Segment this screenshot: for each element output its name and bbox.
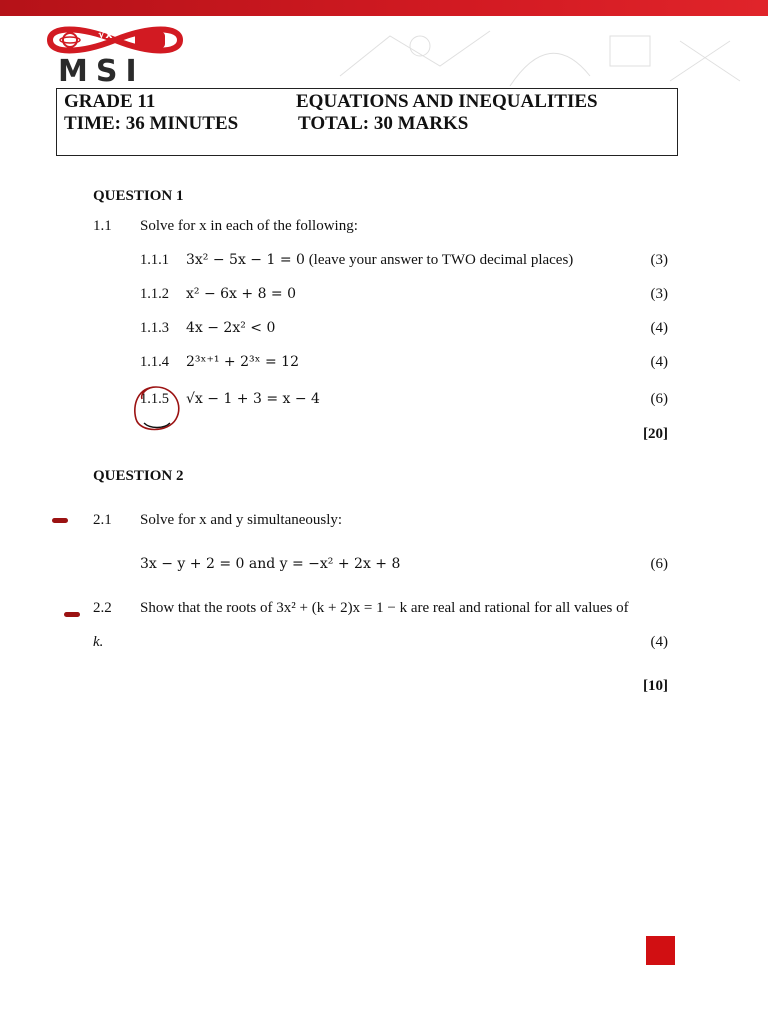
question-2-title: QUESTION 2 <box>93 468 184 484</box>
q2-1-expression: 3x − y + 2 = 0 and y = −x² + 2x + 8 <box>140 556 401 572</box>
q1-1-3-expression: 4x − 2x² < 0 <box>186 320 276 336</box>
q1-1-5-expression: √x − 1 + 3 = x − 4 <box>186 391 320 407</box>
q1-1-1-note: (leave your answer to TWO decimal places) <box>308 252 574 268</box>
q2-1-marks: (6) <box>650 556 668 572</box>
question-1-total: [20] <box>643 426 668 442</box>
question-2-total: [10] <box>643 678 668 694</box>
annotation-dash-2-2 <box>64 612 80 617</box>
q1-1-1-marks: (3) <box>650 252 668 268</box>
q1-1-3-marks: (4) <box>650 320 668 336</box>
q1-1-5-number: 1.1.5 <box>140 391 169 407</box>
q2-2-marks: (4) <box>650 634 668 650</box>
q1-1-2-marks: (3) <box>650 286 668 302</box>
logo-badge-text: √x <box>98 28 113 41</box>
q1-1-5-marks: (6) <box>650 391 668 407</box>
q1-1-4-expression: 2³ˣ⁺¹ + 2³ˣ = 12 <box>186 354 299 370</box>
q2-1-number: 2.1 <box>93 512 112 528</box>
total-marks-label: TOTAL: 30 MARKS <box>298 113 469 134</box>
q1-1-3-number: 1.1.3 <box>140 320 169 336</box>
q2-2-text: Show that the roots of 3x² + (k + 2)x = 1 − k are real and rational for all values of <box>140 600 629 616</box>
logo-wordmark: MSI <box>58 54 145 89</box>
top-red-bar <box>0 0 768 16</box>
q1-1-1-text <box>186 252 573 269</box>
question-1-title: QUESTION 1 <box>93 188 184 204</box>
footer-red-square <box>646 936 675 965</box>
q1-1-4-number: 1.1.4 <box>140 354 169 370</box>
background-sketch <box>330 16 768 96</box>
q1-1-1-number: 1.1.1 <box>140 252 169 268</box>
q2-2-continuation: k. <box>93 634 104 650</box>
time-label: TIME: 36 MINUTES <box>64 113 239 134</box>
q1-1-2-number: 1.1.2 <box>140 286 169 302</box>
annotation-dash-2-1 <box>52 518 68 523</box>
grade-label: GRADE 11 <box>64 91 156 112</box>
q1-1-2-expression: x² − 6x + 8 = 0 <box>186 286 297 302</box>
q2-2-number: 2.2 <box>93 600 112 616</box>
q1-1-number: 1.1 <box>93 218 112 234</box>
topic-label: EQUATIONS AND INEQUALITIES <box>296 91 598 112</box>
handwritten-circle-annotation <box>130 383 186 435</box>
q2-1-instruction: Solve for x and y simultaneously: <box>140 512 343 528</box>
q1-1-4-marks: (4) <box>650 354 668 370</box>
q1-1-instruction: Solve for x in each of the following: <box>140 218 358 234</box>
q1-1-1-expression: 3x² − 5x − 1 = 0 <box>186 252 305 268</box>
